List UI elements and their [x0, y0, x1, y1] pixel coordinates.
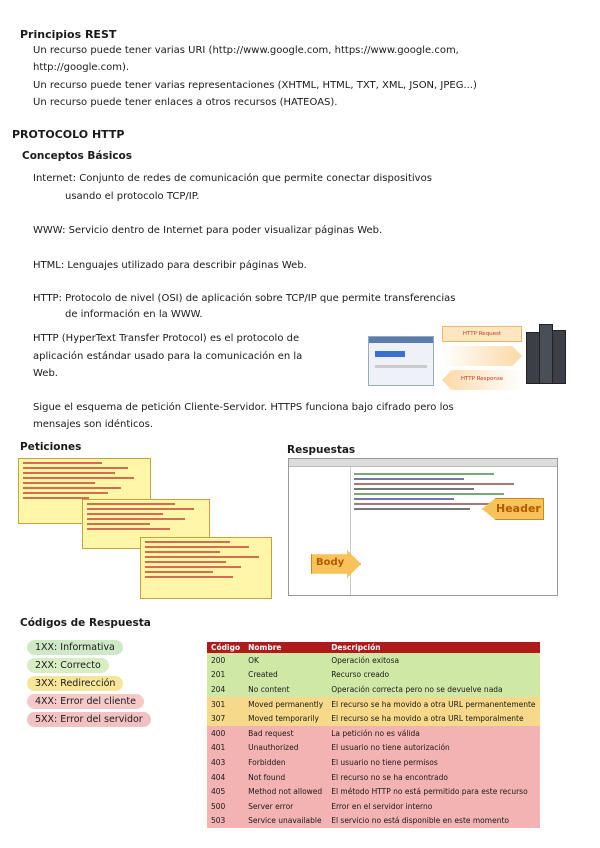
def-internet-cont: usando el protocolo TCP/IP. — [65, 191, 200, 202]
cell-description: El recurso se ha movido a otra URL temporalmente — [327, 711, 539, 726]
response-label: HTTP Response — [460, 376, 504, 382]
respuestas-heading: Respuestas — [287, 444, 356, 456]
cell-name: Method not allowed — [244, 784, 327, 799]
def-www: WWW: Servicio dentro de Internet para poder visualizar páginas Web. — [33, 225, 383, 236]
pill-1xx: 1XX: Informativa — [27, 640, 123, 655]
pill-5xx: 5XX: Error del servidor — [27, 712, 151, 727]
codigos-heading: Códigos de Respuesta — [20, 617, 151, 629]
cell-code: 301 — [207, 697, 244, 712]
request-arrow-icon — [442, 346, 522, 366]
pill-4xx: 4XX: Error del cliente — [27, 694, 144, 709]
rest-line-1: Un recurso puede tener varias URI (http://www.google.com, https://www.google.com, — [33, 45, 459, 56]
conceptos-heading: Conceptos Básicos — [22, 150, 133, 162]
cell-code: 404 — [207, 770, 244, 785]
server-rack-icon — [526, 322, 566, 388]
col-nombre: Nombre — [244, 642, 327, 653]
cell-name: Moved temporarily — [244, 711, 327, 726]
cell-description: Recurso creado — [327, 668, 539, 683]
table-row — [207, 814, 540, 829]
scheme-line-2: mensajes son idénticos. — [33, 419, 154, 430]
table-row — [207, 653, 540, 668]
cell-code: 500 — [207, 799, 244, 814]
rest-heading: Principios REST — [20, 28, 117, 41]
client-server-diagram — [368, 322, 568, 392]
table-row — [207, 799, 540, 814]
pill-3xx: 3XX: Redirección — [27, 676, 123, 691]
hypertext-line-3: Web. — [33, 368, 58, 379]
status-codes-table — [207, 642, 540, 828]
cell-code: 405 — [207, 784, 244, 799]
cell-code: 307 — [207, 711, 244, 726]
table-row — [207, 784, 540, 799]
table-row — [207, 711, 540, 726]
cell-name: Service unavailable — [244, 814, 327, 829]
cell-name: Created — [244, 668, 327, 683]
cell-description: Error en el servidor interno — [327, 799, 539, 814]
table-row — [207, 697, 540, 712]
cell-description: El recurso se ha movido a otra URL permanentemente — [327, 697, 539, 712]
def-html: HTML: Lenguajes utilizado para describir páginas Web. — [33, 260, 307, 271]
pill-2xx: 2XX: Correcto — [27, 658, 109, 673]
peticiones-heading: Peticiones — [20, 441, 82, 453]
cell-description: El método HTTP no está permitido para este recurso — [327, 784, 539, 799]
header-label: Header — [496, 502, 541, 515]
rest-line-4: Un recurso puede tener enlaces a otros recursos (HATEOAS). — [33, 97, 338, 108]
request-screenshot-3 — [140, 537, 272, 599]
cell-name: Forbidden — [244, 755, 327, 770]
cell-description: El usuario no tiene autorización — [327, 741, 539, 756]
def-internet: Internet: Conjunto de redes de comunicación que permite conectar dispositivos — [33, 173, 432, 184]
table-row — [207, 668, 540, 683]
col-codigo: Código — [207, 642, 244, 653]
cell-name: No content — [244, 682, 327, 697]
cell-code: 403 — [207, 755, 244, 770]
cell-code: 400 — [207, 726, 244, 741]
table-row — [207, 741, 540, 756]
cell-code: 201 — [207, 668, 244, 683]
hypertext-line-1: HTTP (HyperText Transfer Protocol) es el protocolo de — [33, 333, 300, 344]
cell-code: 204 — [207, 682, 244, 697]
cell-description: El servicio no está disponible en este momento — [327, 814, 539, 829]
cell-name: Bad request — [244, 726, 327, 741]
http-heading: PROTOCOLO HTTP — [12, 128, 125, 141]
cell-code: 503 — [207, 814, 244, 829]
cell-code: 200 — [207, 653, 244, 668]
cell-description: Operación correcta pero no se devuelve nada — [327, 682, 539, 697]
hypertext-line-2: aplicación estándar usado para la comunicación en la — [33, 351, 303, 362]
scheme-line-1: Sigue el esquema de petición Cliente-Servidor. HTTPS funciona bajo cifrado pero los — [33, 402, 454, 413]
body-label: Body — [316, 557, 345, 568]
table-row — [207, 682, 540, 697]
response-devtools-screenshot — [288, 458, 558, 596]
browser-window-icon — [368, 336, 434, 386]
col-descripcion: Descripción — [327, 642, 539, 653]
def-http-cont: de información en la WWW. — [65, 309, 203, 320]
cell-name: Server error — [244, 799, 327, 814]
table-row — [207, 755, 540, 770]
cell-description: La petición no es válida — [327, 726, 539, 741]
cell-name: Not found — [244, 770, 327, 785]
cell-description: El recurso no se ha encontrado — [327, 770, 539, 785]
request-label: HTTP Request — [442, 326, 522, 342]
cell-name: OK — [244, 653, 327, 668]
cell-code: 401 — [207, 741, 244, 756]
cell-name: Moved permanently — [244, 697, 327, 712]
rest-line-2: http://google.com). — [33, 62, 130, 73]
table-header-row — [207, 642, 540, 653]
cell-description: Operación exitosa — [327, 653, 539, 668]
cell-description: El usuario no tiene permisos — [327, 755, 539, 770]
table-row — [207, 726, 540, 741]
cell-name: Unauthorized — [244, 741, 327, 756]
rest-line-3: Un recurso puede tener varias representaciones (XHTML, HTML, TXT, XML, JSON, JPEG...) — [33, 80, 477, 91]
def-http: HTTP: Protocolo de nivel (OSI) de aplicación sobre TCP/IP que permite transferencias — [33, 293, 456, 304]
table-row — [207, 770, 540, 785]
